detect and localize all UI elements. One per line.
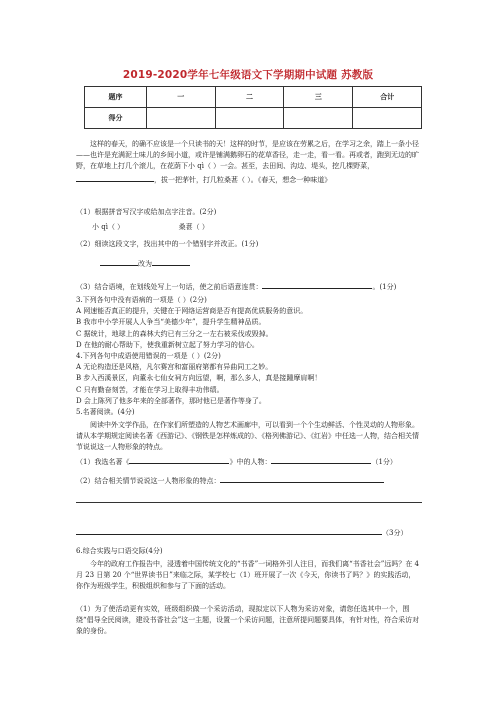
q3-question <box>76 295 422 351</box>
q2-label: （2）细读这段文字，找出其中的一个错别字并改正。(1分) <box>76 240 259 248</box>
q6-label: 6.综合实践与口语交际(4分) <box>76 547 163 555</box>
q4-option-a: A 无论构造还是风格，凡尔赛宫和富丽府第都有异曲同工之妙。 <box>76 363 273 372</box>
score-table-header-row <box>85 87 422 108</box>
q4-option-d: D 会上陈列了他多年来的全部著作，那时他已是著作等身了。 <box>76 396 266 405</box>
q2-correct-blank[interactable] <box>152 257 190 266</box>
q5-sub2-blank-3[interactable] <box>76 526 382 535</box>
q3-label: （3）结合语境，在划线处写上一句话，使之前后语意连贯： <box>76 283 263 291</box>
q4-option-c: C 只有勤奋刻苦，才能在学习上取得丰功伟绩。 <box>76 385 224 394</box>
q2-fix-row <box>100 257 300 270</box>
score-cell[interactable] <box>215 108 284 129</box>
q5-character-blank[interactable] <box>271 455 371 464</box>
q5-book-blank[interactable] <box>129 455 229 464</box>
q5-sub2-score: （3分） <box>382 529 408 537</box>
score-cell[interactable] <box>284 108 353 129</box>
q5-intro: 阅读中外文学作品，在作家们所塑造的人物艺术画廊中，可以看到一个个生动鲜活、个性灵动的人物形象。请从本学期规定阅读名著《西游记》、《钢铁是怎样炼成的》、《格列佛游记》、《红岩》中任选一人物，结合相关情节说说这一人物形象的特点。 <box>76 421 419 452</box>
q5-label: 5.名著阅读。(4分) <box>76 408 135 416</box>
score-table-header: 三 <box>284 87 353 108</box>
score-row-label: 得分 <box>85 108 147 129</box>
score-cell[interactable] <box>146 108 215 129</box>
q1-items <box>92 222 422 233</box>
q5-sub2-tail <box>76 526 422 539</box>
q5-sub1 <box>76 455 422 468</box>
score-table-score-row <box>85 108 422 129</box>
q5-sub1-score: （1分） <box>371 458 397 466</box>
q3-option-a: A 网速能否真正的提升，关键在于网络运营商是否有提高优质服务的意识。 <box>76 307 308 316</box>
score-cell[interactable] <box>353 108 422 129</box>
passage-part-1: 这样的春天，的确不应该是一个只读书的天！这样的时节，是应该在劳累之后，在学习之余，踏上一条小径——也许是充满泥土味儿的乡间小道，或许是铺满鹅卵石的花草香径，走一走，看一看。再或者，跑到无边的旷野，在草地上打几个滚儿，在花荫下小 qì（ ）一会。甚至，去田间、沟边、堤头，挖几棵野菜， <box>76 140 419 171</box>
score-table-header: 一 <box>146 87 215 108</box>
q5-sub2 <box>76 474 422 487</box>
q3-option-b: B 我市中小学开展人人争当“美德少年”，提升学生精神品质。 <box>76 318 266 327</box>
q5-sub1-mid: 》中的人物： <box>229 458 272 466</box>
q1-item-a: 小 qì（ ） <box>92 223 125 231</box>
q1-item-b: 桑葚（ ） <box>178 223 209 231</box>
q3-question-label: 3.下列各句中没有语病的一项是（ ）(2分) <box>76 296 207 304</box>
score-table-header: 合计 <box>353 87 422 108</box>
passage-text <box>76 139 422 186</box>
q5-sub1-pre: （1）我选名著《 <box>76 458 130 466</box>
q6-sub1: （1）为了使活动更有实效，班级组织做一个采访活动，现拟定以下人物为采访对象，请您任选其中一个，围绕“倡导全民阅读，建设书香社会”这一主题，设置一个采访问题，注意所提问题要具体，有针对性，符合采访对象的身份。 <box>76 605 420 636</box>
q4-question-label: 4.下列各句中成语使用错误的一项是（ ）(2分) <box>76 352 221 360</box>
q3-option-d: D 在他的耐心帮助下，使我重新树立起了努力学习的信心。 <box>76 340 259 349</box>
q2-fix-label: 改为 <box>138 260 152 268</box>
q4-option-b: B 步入西溪景区，向董永七仙女祠方向远望，啊，那么多人，真是接踵摩肩啊！ <box>76 374 322 383</box>
q2-wrong-blank[interactable] <box>100 257 138 266</box>
page-title: 2019-2020学年七年级语文下学期期中试题 苏教版 <box>122 69 374 81</box>
passage-part-2: ，拔一把茅针，打几粒桑葚（ ）。《春天，想念一种味道》 <box>154 175 332 184</box>
q4-question <box>76 351 422 407</box>
answer-line[interactable] <box>76 502 422 503</box>
score-table-header: 二 <box>215 87 284 108</box>
q3-row <box>76 280 422 293</box>
score-table <box>84 86 422 129</box>
q3-score: 。(1分) <box>372 283 397 291</box>
q5-sub2-label: （2）结合相关情节说说这一人物形象的特点： <box>76 477 221 485</box>
score-table-header: 题序 <box>85 87 147 108</box>
q1-label: （1）根据拼音写汉字或给加点字注音。(2分) <box>76 208 217 216</box>
q3-blank[interactable] <box>262 280 372 289</box>
q5-sub2-blank-1[interactable] <box>220 474 384 483</box>
q6-intro: 今年的政府工作报告中，浸透着中国传统文化的“书香”一词格外引人注目，而我们离“书香社会”远吗？在 4 月 23 日第 20 个“世界读书日”来临之际，某学校七（1）班开展了一次《今天，你读书了吗？》的实践活动，你作为班级学生，积极组织和参与了下面的活动。 <box>76 560 419 591</box>
q3-option-c: C 据统计，地球上的森林大约已有三分之一左右被采伐或毁掉。 <box>76 329 273 338</box>
passage-blank[interactable] <box>76 173 154 182</box>
